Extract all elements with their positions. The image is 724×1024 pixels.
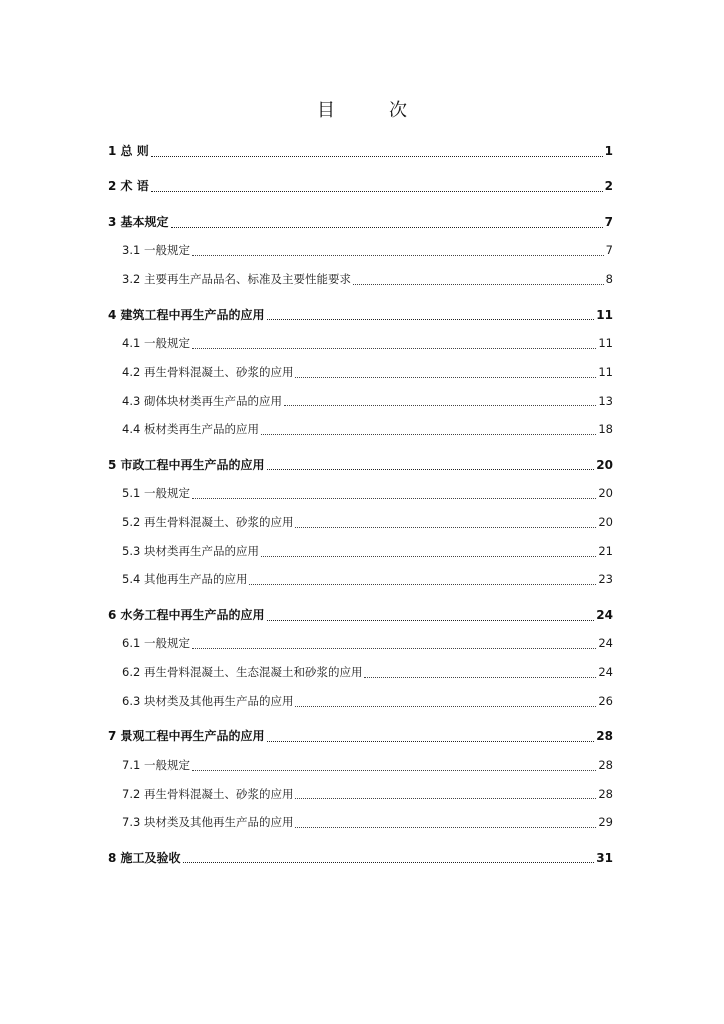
toc-section-entry[interactable] (108, 329, 613, 358)
toc-entry-label: 3 基本规定 (108, 214, 169, 229)
toc-page-number: 7 (604, 214, 613, 229)
toc-section-entry[interactable] (108, 415, 613, 444)
toc-entry-label: 6.2 再生骨料混凝土、生态混凝土和砂浆的应用 (122, 665, 363, 680)
toc-entry-label: 4.4 板材类再生产品的应用 (122, 422, 259, 437)
toc-entry-label: 7.2 再生骨料混凝土、砂浆的应用 (122, 786, 294, 801)
toc-section-entry[interactable] (108, 479, 613, 508)
toc-chapter-entry[interactable] (108, 722, 613, 751)
toc-dot-leader (267, 319, 595, 320)
toc-section-entry[interactable] (108, 687, 613, 716)
toc-dot-leader (267, 741, 595, 742)
toc-entry-label: 8 施工及验收 (108, 850, 181, 865)
toc-chapter-entry[interactable] (108, 451, 613, 480)
toc-page-number: 11 (598, 364, 613, 379)
toc-chapter-entry[interactable] (108, 844, 613, 873)
toc-section-entry[interactable] (108, 358, 613, 387)
toc-chapter-entry[interactable] (108, 208, 613, 237)
toc-dot-leader (192, 648, 596, 649)
toc-dot-leader (295, 827, 596, 828)
toc-page-number: 11 (598, 336, 613, 351)
toc-dot-leader (192, 498, 596, 499)
toc-dot-leader (192, 348, 596, 349)
toc-dot-leader (151, 156, 603, 157)
toc-entry-label: 7 景观工程中再生产品的应用 (108, 729, 265, 744)
toc-dot-leader (171, 227, 603, 228)
toc-dot-leader (267, 469, 595, 470)
toc-dot-leader (295, 798, 596, 799)
toc-entry-label: 7.3 块材类及其他再生产品的应用 (122, 815, 294, 830)
toc-page-number: 28 (598, 757, 613, 772)
toc-section-entry[interactable] (108, 629, 613, 658)
toc-entry-label: 5.2 再生骨料混凝土、砂浆的应用 (122, 515, 294, 529)
toc-page-number: 28 (596, 729, 613, 744)
toc-page-number: 26 (598, 693, 613, 708)
toc-entry-label: 6.1 一般规定 (122, 636, 190, 651)
toc-entry-label: 5.1 一般规定 (122, 486, 190, 501)
toc-dot-leader (267, 620, 595, 621)
toc-entry-label: 4.1 一般规定 (122, 336, 190, 351)
toc-entry-label: 6 水务工程中再生产品的应用 (108, 607, 265, 622)
toc-section-entry[interactable] (108, 387, 613, 416)
toc-page-number: 31 (596, 850, 613, 865)
toc-page-number: 20 (598, 515, 613, 529)
page-title: 目 次 (317, 100, 425, 121)
toc-section-entry[interactable] (108, 751, 613, 780)
toc-entry-label: 3.2 主要再生产品品名、标准及主要性能要求 (122, 272, 351, 287)
toc-entry-label: 7.1 一般规定 (122, 757, 190, 772)
toc-chapter-entry[interactable] (108, 301, 613, 330)
toc-entry-label: 5.3 块材类再生产品的应用 (122, 543, 259, 558)
toc-dot-leader (295, 706, 596, 707)
toc-page-number: 24 (598, 665, 613, 680)
toc-page-number: 7 (605, 243, 613, 258)
toc-page-number: 23 (598, 572, 613, 587)
toc-dot-leader (151, 191, 603, 192)
toc-entry-label: 1 总 则 (108, 144, 149, 158)
toc-dot-leader (284, 405, 596, 406)
toc-page-number: 24 (598, 636, 613, 651)
toc-entry-label: 5 市政工程中再生产品的应用 (108, 457, 265, 472)
table-of-contents (108, 137, 613, 872)
toc-section-entry[interactable] (108, 265, 613, 294)
toc-section-entry[interactable] (108, 658, 613, 687)
toc-section-entry[interactable] (108, 508, 613, 537)
toc-page-number: 20 (596, 457, 613, 472)
toc-page-number: 29 (598, 815, 613, 830)
toc-chapter-entry[interactable] (108, 172, 613, 201)
toc-entry-label: 4.2 再生骨料混凝土、砂浆的应用 (122, 364, 294, 379)
toc-chapter-entry[interactable] (108, 601, 613, 630)
toc-entry-label: 5.4 其他再生产品的应用 (122, 572, 248, 587)
toc-dot-leader (192, 770, 596, 771)
toc-page-number: 8 (605, 272, 613, 287)
toc-entry-label: 4.3 砌体块材类再生产品的应用 (122, 393, 282, 408)
toc-dot-leader (183, 862, 595, 863)
toc-dot-leader (249, 584, 596, 585)
toc-dot-leader (364, 677, 596, 678)
toc-entry-label: 4 建筑工程中再生产品的应用 (108, 307, 265, 322)
toc-dot-leader (192, 255, 604, 256)
toc-page-number: 18 (598, 422, 613, 437)
toc-page-number: 11 (596, 307, 613, 322)
toc-section-entry[interactable] (108, 565, 613, 594)
toc-page-number: 2 (604, 179, 613, 194)
toc-chapter-entry[interactable] (108, 137, 613, 166)
toc-page-number: 28 (598, 786, 613, 801)
toc-dot-leader (295, 377, 596, 378)
toc-dot-leader (261, 434, 596, 435)
toc-entry-label: 2 术 语 (108, 179, 149, 194)
toc-page-number: 20 (598, 486, 613, 501)
toc-page-number: 13 (598, 393, 613, 408)
toc-entry-label: 6.3 块材类及其他再生产品的应用 (122, 693, 294, 708)
toc-section-entry[interactable] (108, 808, 613, 837)
toc-dot-leader (295, 527, 596, 528)
toc-page-number: 24 (596, 607, 613, 622)
toc-dot-leader (353, 284, 604, 285)
toc-page-number: 1 (604, 144, 613, 158)
toc-entry-label: 3.1 一般规定 (122, 243, 190, 258)
toc-page-number: 21 (598, 543, 613, 558)
toc-section-entry[interactable] (108, 537, 613, 566)
toc-dot-leader (261, 556, 596, 557)
toc-section-entry[interactable] (108, 780, 613, 809)
toc-section-entry[interactable] (108, 236, 613, 265)
